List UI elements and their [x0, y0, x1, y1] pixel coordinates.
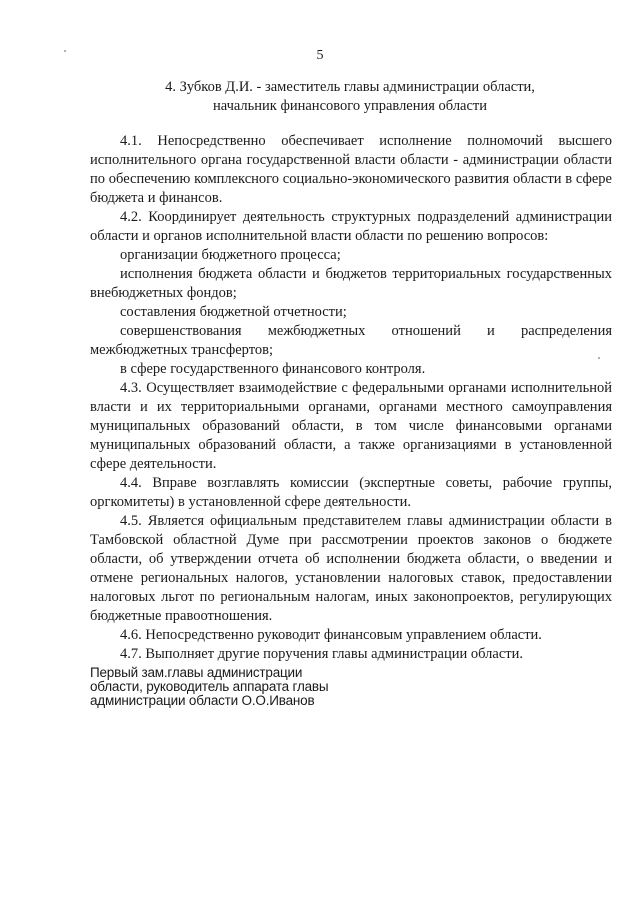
paragraph-4-4: 4.4. Вправе возглавлять комиссии (экспертные советы, рабочие группы, оргкомитеты) в установленной сфере деятельности. [90, 475, 612, 510]
document-body [90, 132, 612, 664]
heading-line-1: 4. Зубков Д.И. - заместитель главы администрации области, [165, 79, 535, 95]
list-item: исполнения бюджета области и бюджетов территориальных государственных внебюджетных фондов; [90, 266, 612, 301]
signature-line-2: области, руководитель аппарата главы [90, 679, 329, 694]
list-item: совершенствования межбюджетных отношений и распределения межбюджетных трансфертов; [90, 323, 612, 358]
signature-line-1: Первый зам.главы администрации [90, 665, 303, 680]
paragraph-4-6: 4.6. Непосредственно руководит финансовым управлением области. [120, 627, 542, 643]
page-number: 5 [316, 48, 324, 63]
paragraph-4-2: 4.2. Координирует деятельность структурных подразделений администрации области и органов исполнительной власти области по решению вопросов: [90, 209, 612, 244]
signature-block [90, 666, 390, 708]
signature-line-3: администрации области О.О.Иванов [90, 693, 315, 708]
list-item: организации бюджетного процесса; [120, 247, 341, 263]
paragraph-4-3: 4.3. Осуществляет взаимодействие с федеральными органами исполнительной власти и их территориальными органами, органами местного самоуправления муниципальных образований области, в том числе финансовыми органами муниципальных образований области, а также организациями в установленной сфере деятельности. [90, 380, 612, 472]
list-item: в сфере государственного финансового контроля. [120, 361, 426, 377]
heading-line-2: начальник финансового управления области [212, 98, 488, 114]
list-item: составления бюджетной отчетности; [120, 304, 347, 320]
paragraph-4-1: 4.1. Непосредственно обеспечивает исполнение полномочий высшего исполнительного органа государственной власти области - администрации области по обеспечению комплексного социально-экономического развития области в сфере бюджета и финансов. [90, 133, 612, 206]
paragraph-4-5: 4.5. Является официальным представителем главы администрации области в Тамбовской областной Думе при рассмотрении проектов законов о бюджете области, об утверждении отчета об исполнении бюджета области, о введении и отмене региональных налогов, установлении налоговых ставок, предоставлении налоговых льгот по региональным налогам, иных законопроектов, регулирующих бюджетные правоотношения. [90, 513, 612, 624]
section-heading [90, 78, 610, 116]
paragraph-4-7: 4.7. Выполняет другие поручения главы администрации области. [120, 646, 523, 662]
